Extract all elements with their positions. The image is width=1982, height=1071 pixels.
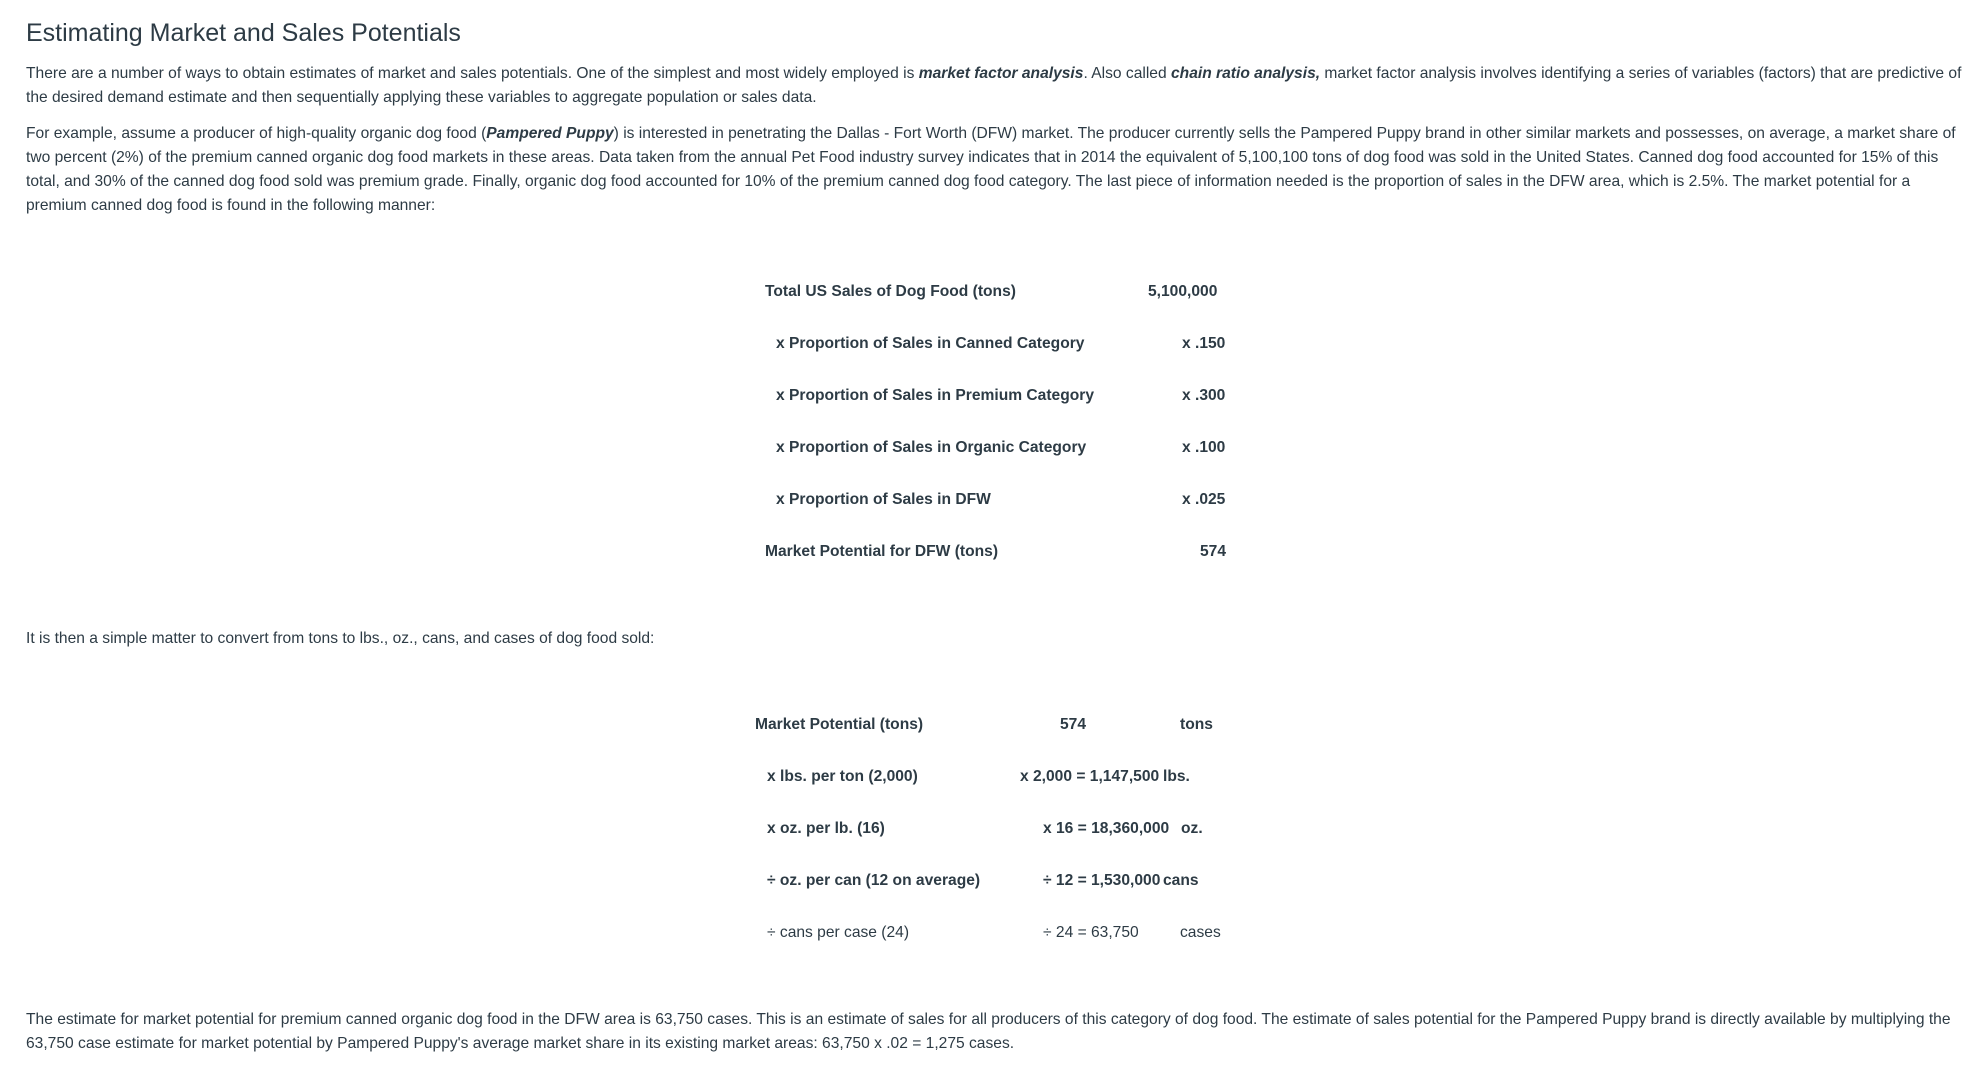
row-calc: x 2,000 = 1,147,500 [1020, 768, 1160, 785]
row-label: x lbs. per ton (2,000) [767, 768, 918, 785]
example-text-2: ) is interested in penetrating the Dallas - Fort Worth (DFW) market. The producer currently sells the Pampered Puppy brand in other similar markets and possesses, on average, a market share of two percent (2%) of the premium canned organic dog food markets in these areas. Data taken from the annual Pet Food industry survey indicates that in 2014 the equivalent of 5,100,100 tons of dog food was sold in the United States. Canned dog food accounted for 15% of this total, and 30% of the canned dog food sold was premium grade. Finally, organic dog food accounted for 10% of the premium canned dog food category. The last piece of information needed is the proportion of sales in the DFW area, which is 2.5%. The market potential for a premium canned dog food is found in the following manner: [26, 125, 1956, 214]
row-label: x Proportion of Sales in DFW [776, 491, 991, 508]
row-value: 5,100,000 [1148, 283, 1218, 300]
intro-text-2: . Also called [1083, 65, 1171, 82]
row-label: x Proportion of Sales in Canned Category [776, 335, 1085, 352]
row-unit: cans [1163, 872, 1199, 889]
brand-name: Pampered Puppy [486, 125, 614, 142]
example-text-1: For example, assume a producer of high-quality organic dog food ( [26, 125, 487, 142]
row-calc: ÷ 12 = 1,530,000 [1043, 872, 1161, 889]
row-label: Market Potential (tons) [755, 716, 924, 733]
term-chain-ratio-analysis: chain ratio analysis, [1171, 65, 1321, 82]
intro-paragraph [26, 62, 1966, 110]
term-market-factor-analysis: market factor analysis [918, 65, 1084, 82]
row-label: x Proportion of Sales in Premium Category [776, 387, 1095, 404]
convert-paragraph: It is then a simple matter to convert from tons to lbs., oz., cans, and cases of dog food sold: [26, 630, 655, 647]
row-calc: x 16 = 18,360,000 [1043, 820, 1170, 837]
row-unit: oz. [1181, 820, 1203, 837]
row-label: x Proportion of Sales in Organic Category [776, 439, 1087, 456]
example-paragraph [26, 122, 1966, 218]
row-value: 574 [1200, 543, 1227, 560]
row-label: Total US Sales of Dog Food (tons) [765, 283, 1016, 300]
content-page [26, 0, 1966, 1052]
row-label: Market Potential for DFW (tons) [765, 543, 999, 560]
row-value: x .300 [1182, 387, 1226, 404]
intro-text-1: There are a number of ways to obtain estimates of market and sales potentials. One of the simplest and most widely employed is [26, 65, 919, 82]
row-value: x .025 [1182, 491, 1226, 508]
row-unit: lbs. [1163, 768, 1190, 785]
row-unit: cases [1180, 924, 1221, 941]
row-label: ÷ cans per case (24) [767, 924, 910, 941]
page-title: Estimating Market and Sales Potentials [26, 19, 461, 47]
intro-text-3: market factor analysis involves identifying a series of variables (factors) that are predictive of the desired demand estimate and then sequentially applying these variables to aggregate population or sales data. [26, 65, 1962, 106]
row-value: x .150 [1182, 335, 1226, 352]
row-calc: 574 [1060, 716, 1087, 733]
row-calc: ÷ 24 = 63,750 [1043, 924, 1139, 941]
row-unit: tons [1180, 716, 1213, 733]
row-value: x .100 [1182, 439, 1226, 456]
row-label: x oz. per lb. (16) [767, 820, 885, 837]
conclusion-paragraph: The estimate for market potential for premium canned organic dog food in the DFW area is 63,750 cases. This is an estimate of sales for all producers of this category of dog food. The estimate of sales potential for the Pampered Puppy brand is directly available by multiplying the 63,750 case estimate for market potential by Pampered Puppy's average market share in its existing market areas: 63,750 x .02 = 1,275 cases. [26, 1011, 1951, 1052]
row-label: ÷ oz. per can (12 on average) [767, 872, 981, 889]
